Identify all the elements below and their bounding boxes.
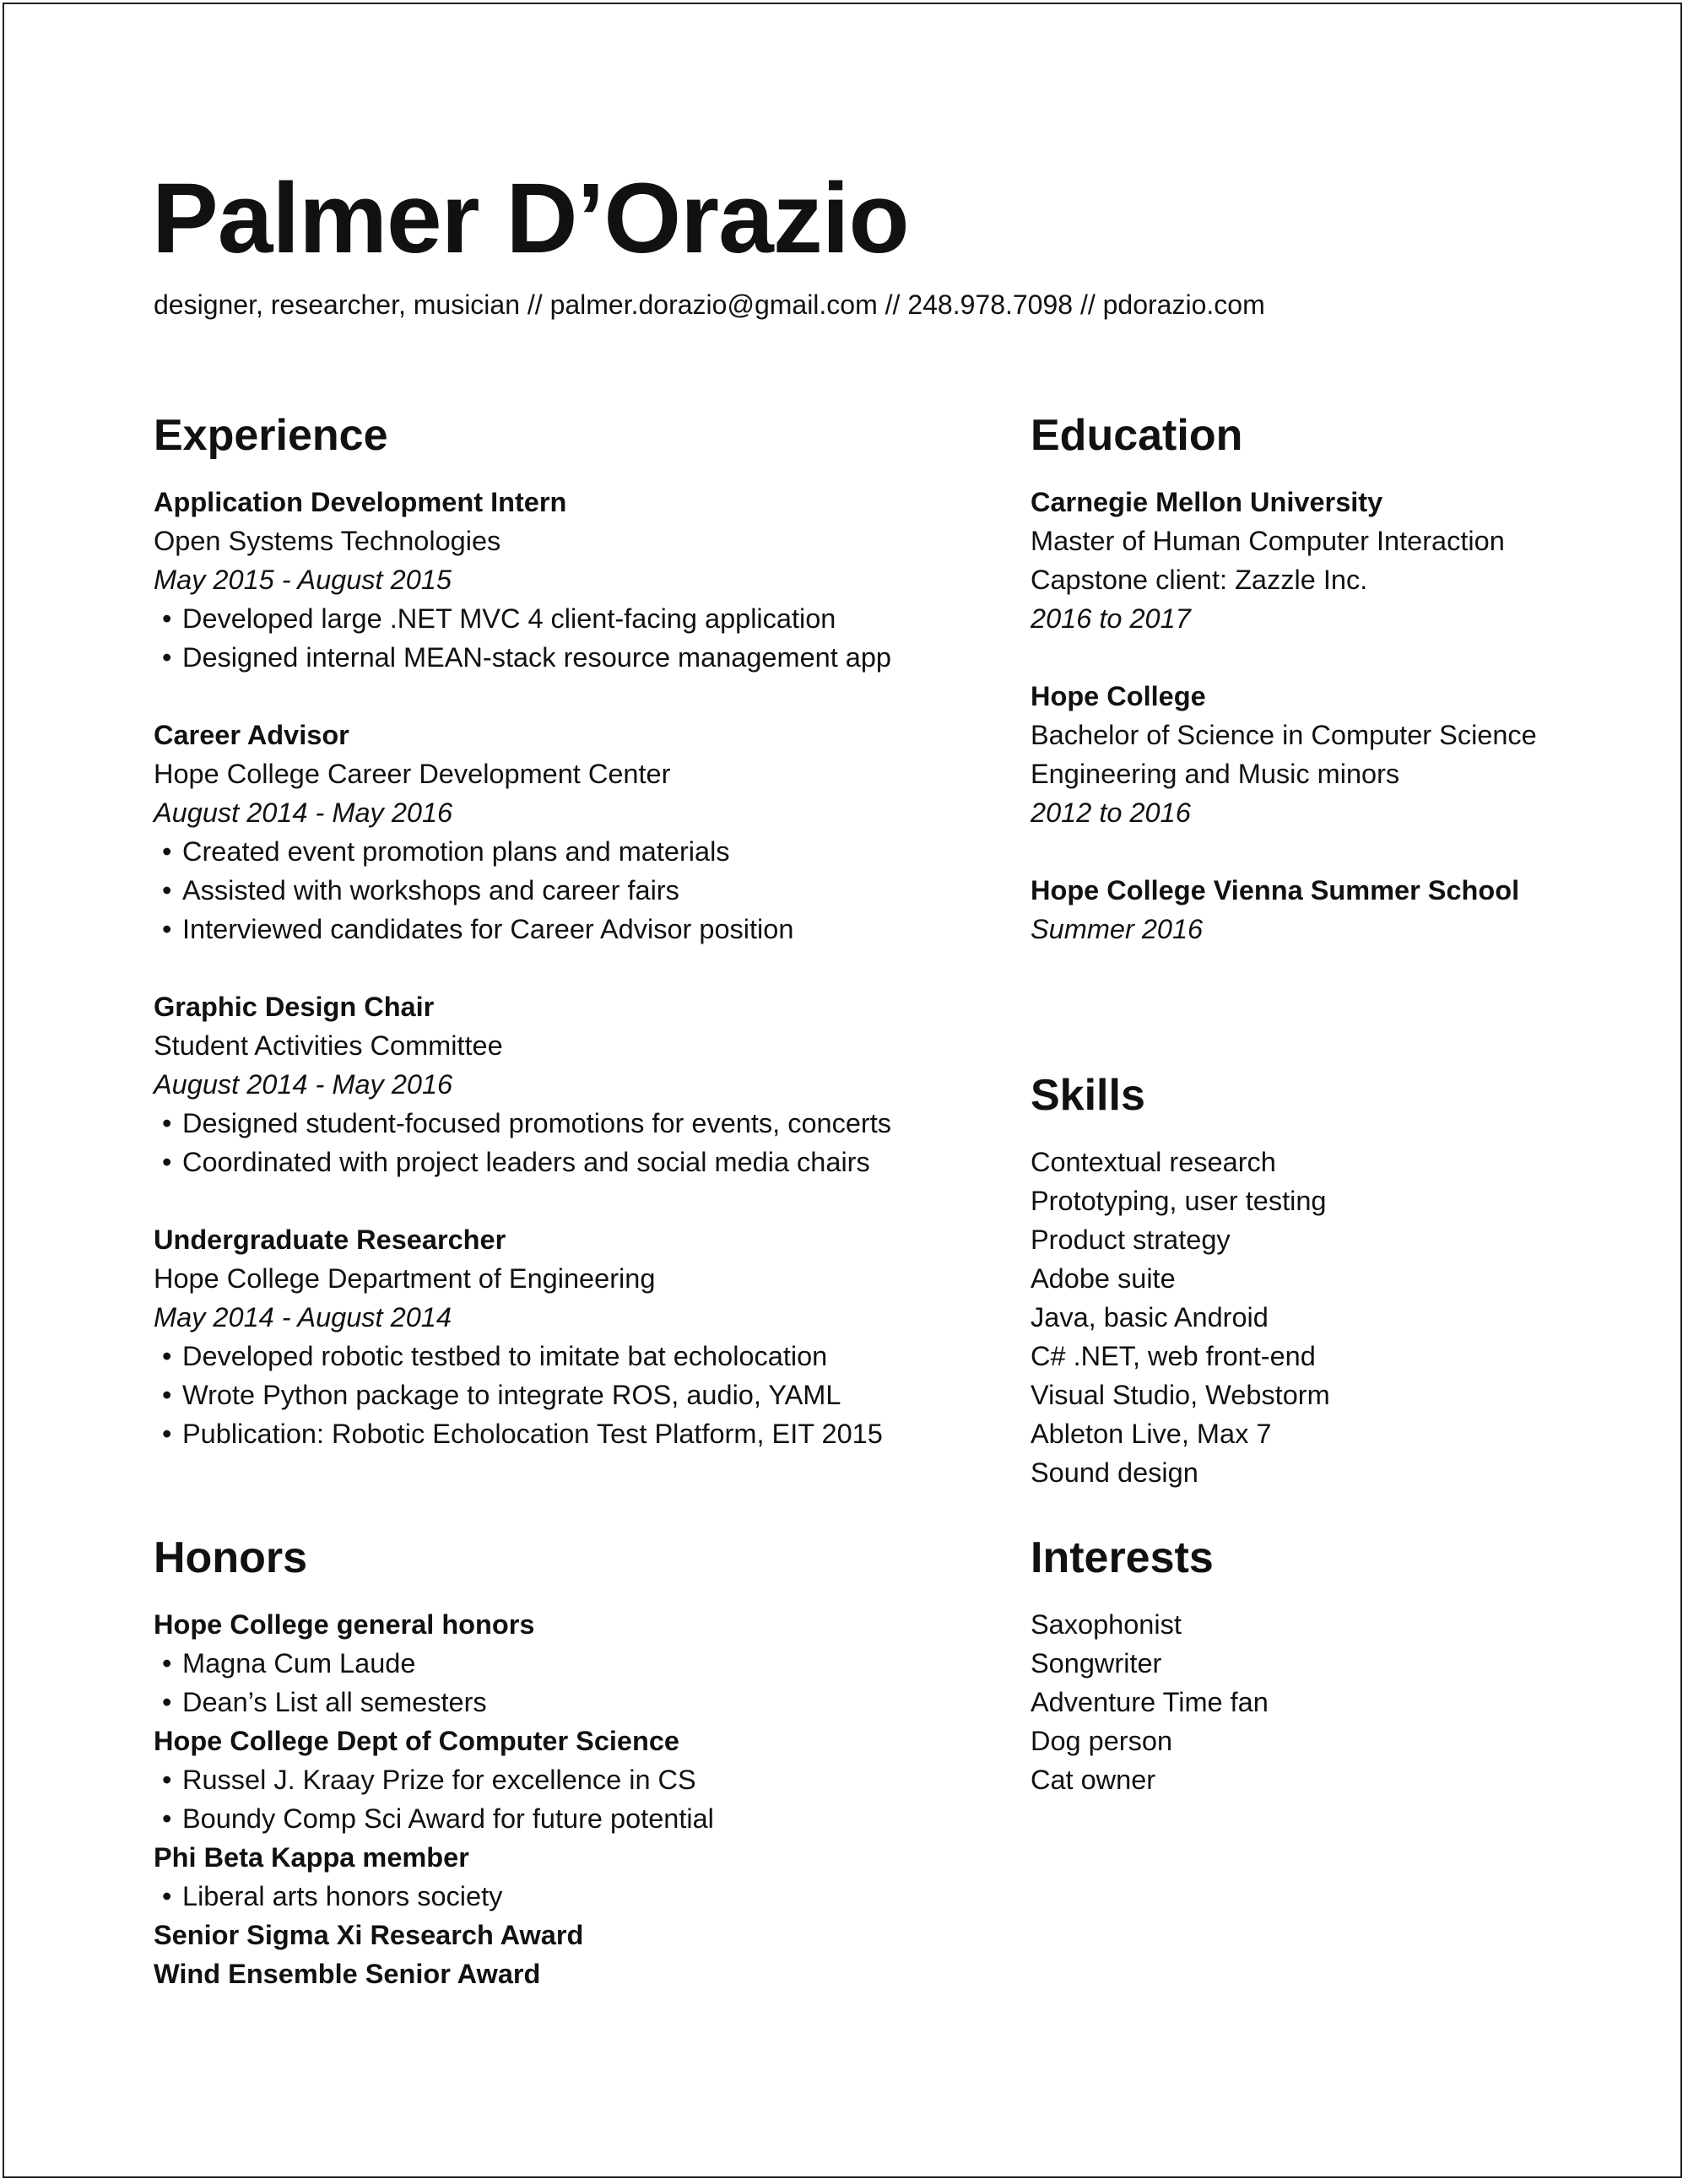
job-entry bbox=[154, 987, 998, 1181]
interests-section bbox=[1031, 1527, 1621, 1799]
job-org: Hope College Department of Engineering bbox=[154, 1263, 656, 1294]
school-name: Hope College Vienna Summer School bbox=[1031, 875, 1520, 905]
skill-item: Sound design bbox=[1031, 1457, 1198, 1488]
job-bullet: • Wrote Python package to integrate ROS, audio, YAML bbox=[154, 1376, 998, 1414]
bullet-icon: • bbox=[162, 1765, 172, 1795]
job-bullet: • Developed large .NET MVC 4 client-facing application bbox=[154, 599, 998, 638]
bullet-icon: • bbox=[162, 642, 172, 673]
skill-item: C# .NET, web front-end bbox=[1031, 1341, 1316, 1371]
job-entry bbox=[154, 716, 998, 949]
job-bullet: • Designed student-focused promotions for events, concerts bbox=[154, 1104, 998, 1143]
education-skills-column bbox=[1031, 405, 1621, 1492]
interest-item: Songwriter bbox=[1031, 1648, 1162, 1679]
resume-name: Palmer D’Orazio bbox=[152, 163, 909, 274]
job-bullet: • Coordinated with project leaders and social media chairs bbox=[154, 1143, 998, 1181]
skill-item: Java, basic Android bbox=[1031, 1302, 1269, 1333]
skill-item: Prototyping, user testing bbox=[1031, 1186, 1327, 1216]
education-heading: Education bbox=[1031, 411, 1243, 460]
job-bullet: • Interviewed candidates for Career Advisor position bbox=[154, 910, 998, 949]
bullet-icon: • bbox=[162, 1687, 172, 1717]
job-dates: August 2014 - May 2016 bbox=[154, 797, 453, 828]
experience-section bbox=[154, 405, 998, 1453]
honor-bullet: • Russel J. Kraay Prize for excellence in CS bbox=[154, 1760, 998, 1799]
job-bullet: • Assisted with workshops and career fairs bbox=[154, 871, 998, 910]
job-role: Undergraduate Researcher bbox=[154, 1224, 506, 1255]
interest-item: Cat owner bbox=[1031, 1765, 1156, 1795]
job-dates: August 2014 - May 2016 bbox=[154, 1069, 453, 1100]
honor-heading: Hope College Dept of Computer Science bbox=[154, 1726, 680, 1756]
job-bullet: • Developed robotic testbed to imitate bat echolocation bbox=[154, 1337, 998, 1376]
contact-line: designer, researcher, musician // palmer.dorazio@gmail.com // 248.978.7098 // pdorazio.com bbox=[154, 289, 1265, 320]
skills-list bbox=[1031, 1143, 1621, 1492]
resume-page bbox=[3, 3, 1682, 2178]
job-bullet: • Publication: Robotic Echolocation Test Platform, EIT 2015 bbox=[154, 1414, 998, 1453]
skill-item: Adobe suite bbox=[1031, 1263, 1176, 1294]
interests-heading: Interests bbox=[1031, 1533, 1214, 1582]
skill-item: Contextual research bbox=[1031, 1147, 1276, 1177]
bullet-icon: • bbox=[162, 1803, 172, 1834]
skill-item: Visual Studio, Webstorm bbox=[1031, 1380, 1330, 1410]
honor-heading: Hope College general honors bbox=[154, 1609, 535, 1640]
honor-heading: Wind Ensemble Senior Award bbox=[154, 1959, 541, 1989]
interest-item: Adventure Time fan bbox=[1031, 1687, 1269, 1717]
experience-heading: Experience bbox=[154, 411, 388, 460]
school-entry bbox=[1031, 677, 1621, 832]
interest-item: Saxophonist bbox=[1031, 1609, 1182, 1640]
school-detail: Capstone client: Zazzle Inc. bbox=[1031, 565, 1368, 595]
job-entry bbox=[154, 1220, 998, 1453]
bullet-icon: • bbox=[162, 603, 172, 634]
school-detail: Engineering and Music minors bbox=[1031, 759, 1400, 789]
school-detail: Master of Human Computer Interaction bbox=[1031, 526, 1505, 556]
honor-bullet: • Dean’s List all semesters bbox=[154, 1683, 998, 1722]
job-role: Career Advisor bbox=[154, 720, 349, 750]
job-bullet: • Designed internal MEAN-stack resource management app bbox=[154, 638, 998, 677]
job-role: Graphic Design Chair bbox=[154, 992, 435, 1022]
job-org: Hope College Career Development Center bbox=[154, 759, 671, 789]
school-entry bbox=[1031, 871, 1621, 949]
skill-item: Product strategy bbox=[1031, 1224, 1231, 1255]
job-org: Student Activities Committee bbox=[154, 1030, 503, 1061]
school-entry bbox=[1031, 483, 1621, 638]
honor-heading: Phi Beta Kappa member bbox=[154, 1842, 469, 1873]
honor-bullet: • Liberal arts honors society bbox=[154, 1877, 998, 1916]
honors-heading: Honors bbox=[154, 1533, 307, 1582]
job-entry bbox=[154, 483, 998, 677]
interest-item: Dog person bbox=[1031, 1726, 1173, 1756]
job-dates: May 2015 - August 2015 bbox=[154, 565, 452, 595]
honor-heading: Senior Sigma Xi Research Award bbox=[154, 1920, 584, 1950]
bullet-icon: • bbox=[162, 1380, 172, 1410]
bullet-icon: • bbox=[162, 875, 172, 905]
skill-item: Ableton Live, Max 7 bbox=[1031, 1419, 1272, 1449]
honors-section bbox=[154, 1527, 998, 1993]
skills-heading: Skills bbox=[1031, 1071, 1145, 1120]
bullet-icon: • bbox=[162, 1648, 172, 1679]
school-name: Carnegie Mellon University bbox=[1031, 487, 1383, 517]
school-detail: Bachelor of Science in Computer Science bbox=[1031, 720, 1537, 750]
job-dates: May 2014 - August 2014 bbox=[154, 1302, 452, 1333]
bullet-icon: • bbox=[162, 914, 172, 944]
bullet-icon: • bbox=[162, 1108, 172, 1138]
bullet-icon: • bbox=[162, 1147, 172, 1177]
job-org: Open Systems Technologies bbox=[154, 526, 501, 556]
school-dates: Summer 2016 bbox=[1031, 914, 1204, 944]
bullet-icon: • bbox=[162, 1881, 172, 1911]
job-role: Application Development Intern bbox=[154, 487, 567, 517]
bullet-icon: • bbox=[162, 1419, 172, 1449]
school-dates: 2016 to 2017 bbox=[1031, 603, 1191, 634]
honor-bullet: • Boundy Comp Sci Award for future potential bbox=[154, 1799, 998, 1838]
job-bullet: • Created event promotion plans and materials bbox=[154, 832, 998, 871]
honor-bullet: • Magna Cum Laude bbox=[154, 1644, 998, 1683]
school-dates: 2012 to 2016 bbox=[1031, 797, 1191, 828]
school-name: Hope College bbox=[1031, 681, 1206, 711]
bullet-icon: • bbox=[162, 836, 172, 867]
bullet-icon: • bbox=[162, 1341, 172, 1371]
